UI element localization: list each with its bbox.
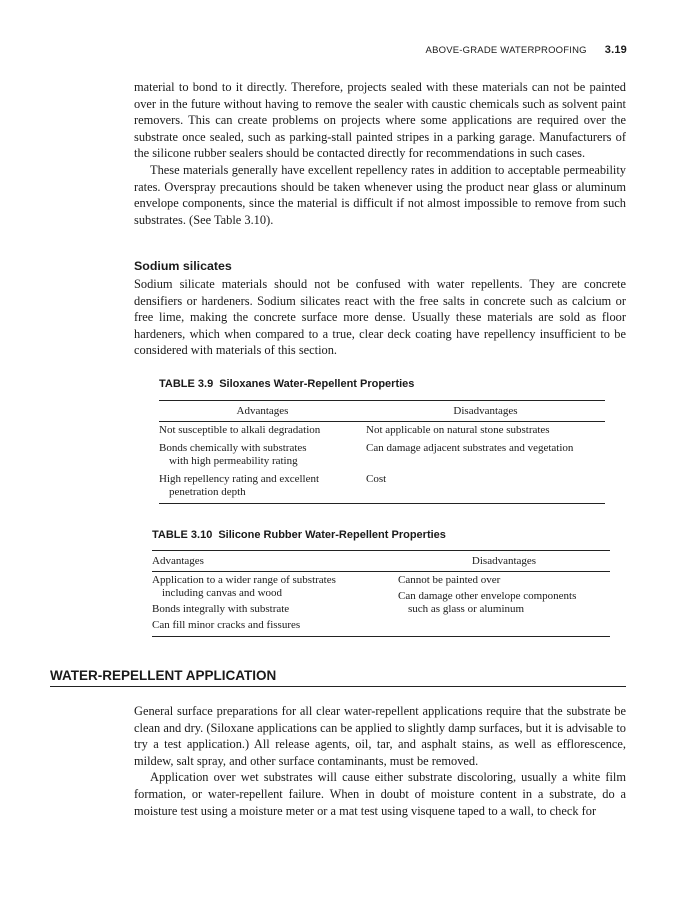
- table-3-9-header-disadvantages: Disadvantages: [366, 401, 605, 422]
- cell-text: Cannot be painted over: [398, 574, 501, 586]
- table-3-9-title: Siloxanes Water-Repellent Properties: [219, 378, 415, 390]
- cell-text: penetration depth: [169, 486, 246, 498]
- table-cell: [398, 572, 610, 637]
- cell-text: Can damage adjacent substrates and vegetation: [366, 442, 574, 454]
- running-title: ABOVE-GRADE WATERPROOFING: [425, 45, 587, 56]
- cell-text: Not applicable on natural stone substrates: [366, 424, 550, 436]
- cell-text: including canvas and wood: [162, 587, 283, 599]
- cell-text: with high permeability rating: [169, 455, 298, 467]
- intro-paragraph-1: material to bond to it directly. Therefore, projects sealed with these materials can not be painted over in the future without having to remove the sealer with caustic chemicals such as solvent paint removers. This can create problems on projects where some applications are required over the substrate once sealed, such as parking-stall painted stripes in a parking garage. Manufacturers of the silicone rubber sealers should be contacted directly for recommendations in such cases.: [134, 80, 626, 161]
- table-3-10-number: TABLE 3.10: [152, 529, 213, 541]
- sodium-silicates-heading: Sodium silicates: [134, 259, 232, 273]
- table-3-9-number: TABLE 3.9: [159, 378, 214, 390]
- table-3-10-caption: [152, 529, 446, 541]
- sodium-silicates-paragraph: Sodium silicate materials should not be confused with water repellents. They are concrete densifiers or hardeners. Sodium silicates react with the free salts in concrete such as calcium or free lime, making the concrete surface more dense. Usually these materials are sold as floor hardeners, which when compared to a true, clear deck coating have repellency insufficient to be considered with materials of this section.: [134, 277, 626, 358]
- table-3-9-header-advantages: Advantages: [159, 401, 366, 422]
- running-header: [426, 44, 627, 56]
- table-3-9-caption: [159, 378, 414, 390]
- table-cell: [366, 471, 605, 504]
- section-divider: [50, 686, 626, 687]
- page-number: 3.19: [604, 44, 627, 56]
- intro-paragraph-2: These materials generally have excellent repellency rates in addition to acceptable permeability rates. Overspray precautions should be taken whenever using the product near glass or aluminum envelope components, since the material is difficult if not almost impossible to remove from such substrates. (See Table 3.10).: [134, 162, 626, 227]
- table-cell: [159, 440, 366, 471]
- table-cell: [152, 572, 398, 637]
- cell-text: Bonds chemically with substrates: [159, 442, 307, 454]
- table-cell: [366, 440, 605, 471]
- cell-text: Bonds integrally with substrate: [152, 603, 290, 615]
- cell-text: Can damage other envelope components: [398, 590, 577, 602]
- table-3-9: [159, 400, 605, 504]
- cell-text: Can fill minor cracks and fissures: [152, 619, 301, 631]
- cell-text: Cost: [366, 473, 387, 485]
- table-row: [159, 422, 605, 441]
- sodium-silicates-text: [134, 276, 626, 359]
- cell-text: Not susceptible to alkali degradation: [159, 424, 321, 436]
- intro-text: [134, 79, 626, 228]
- cell-text: Application to a wider range of substrates: [152, 574, 336, 586]
- table-3-10-header-advantages: Advantages: [152, 551, 398, 572]
- table-3-10: [152, 550, 610, 637]
- water-repellent-application-heading: WATER-REPELLENT APPLICATION: [50, 668, 277, 683]
- table-row: [159, 440, 605, 471]
- table-cell: [159, 471, 366, 504]
- cell-text: such as glass or aluminum: [408, 603, 525, 615]
- table-cell: [159, 422, 366, 441]
- application-paragraph-1: General surface preparations for all clear water-repellent applications require that the substrate be clean and dry. (Siloxane applications can be applied to slightly damp surfaces, but it is advisable to try a test application.) All release agents, oil, tar, and asphalt stains, as well as efflorescence, mildew, salt spray, and other surface contaminants, must be removed.: [134, 704, 626, 768]
- cell-text: High repellency rating and excellent: [159, 473, 320, 485]
- table-row: [152, 572, 610, 637]
- table-3-10-header-disadvantages: Disadvantages: [398, 551, 610, 572]
- table-3-10-title: Silicone Rubber Water-Repellent Properties: [218, 529, 446, 541]
- application-text: [134, 703, 626, 819]
- table-cell: [366, 422, 605, 441]
- table-row: [159, 471, 605, 504]
- application-paragraph-2: Application over wet substrates will cause either substrate discoloring, usually a white film formation, or water-repellent failure. When in doubt of moisture content in a substrate, do a moisture test using a moisture meter or a mat test using visquene taped to a wall, to check for: [134, 770, 626, 818]
